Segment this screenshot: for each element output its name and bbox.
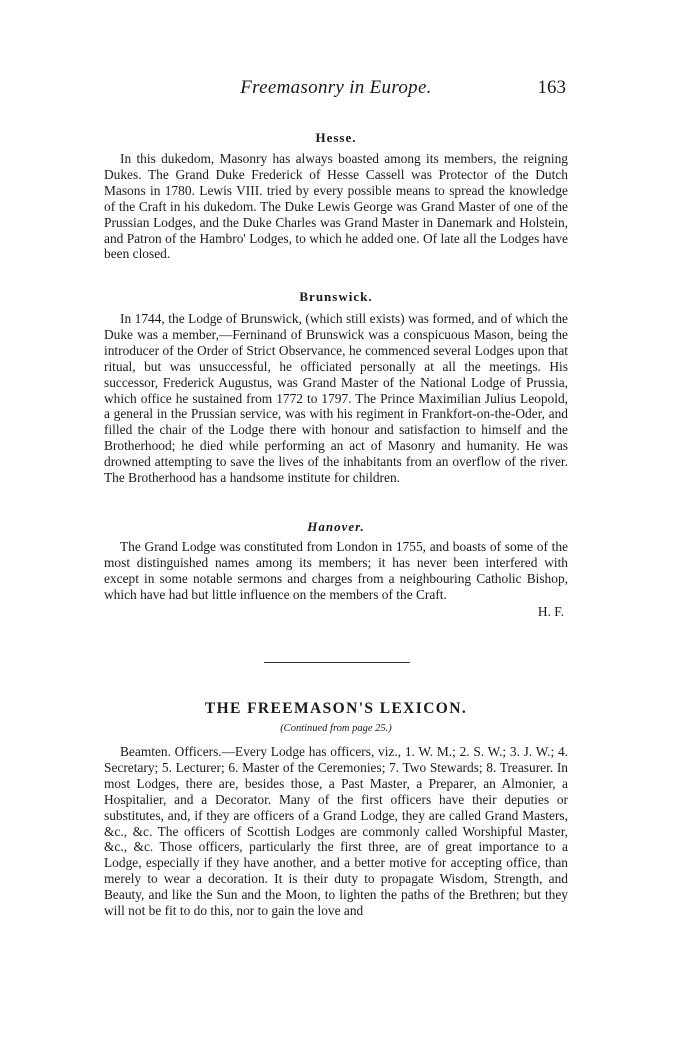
lexicon-subtitle: (Continued from page 25.)	[280, 723, 392, 734]
section-brunswick	[104, 289, 568, 486]
page-number: 163	[537, 77, 566, 98]
running-head-title: Freemasonry in Europe.	[240, 77, 432, 98]
section-heading-brunswick: Brunswick.	[299, 289, 373, 304]
section-heading-hanover: Hanover.	[307, 519, 365, 534]
lexicon-title: THE FREEMASON'S LEXICON.	[204, 700, 468, 717]
paragraph-lexicon: Beamten. Officers.—Every Lodge has officers, viz., 1. W. M.; 2. S. W.; 3. J. W.; 4. Secretary; 5. Lecturer; 6. Master of the Ceremonies; 7. Two Stewards; 8. Treasurer. In most Lodges, there are, besides those, a Past Master, a Preparer, an Almonier, a Hospitalier, and a Decorator. Many of the first officers have their deputies or substitutes, and, if they are officers of a Grand Lodge, they are called Grand Masters, &c., &c. The officers of Scottish Lodges are commonly called Worshipful Master, &c., &c. Those officers, particularly the first three, are of great importance to a Lodge, especially if they have another, and a better motive for accepting office, than merely to wear a decoration. It is their duty to propagate Wisdom, Strength, and Beauty, and like the Sun and the Moon, to lighten the paths of the Brethren; but they will not be fit to do this, nor to gain the love and	[104, 744, 568, 919]
paragraph-hanover: The Grand Lodge was constituted from London in 1755, and boasts of some of the most distinguished names among its members; it has never been interfered with except in some notable sermons and charges from a neighbouring Catholic Bishop, which have had but little influence on the members of the Craft.	[104, 539, 568, 602]
section-hanover	[104, 519, 568, 620]
section-heading-hesse: Hesse.	[315, 130, 357, 145]
signature: H. F.	[537, 603, 564, 619]
paragraph-brunswick: In 1744, the Lodge of Brunswick, (which still exists) was formed, and of which the Duke was a member,—Ferninand of Brunswick was a conspicuous Mason, being the introducer of the Order of Strict Observance, he commenced several Lodges upon that ritual, but was unsuccessful, he officiated personally at all the meetings. His successor, Frederick Augustus, was Grand Master of the National Lodge of Prussia, which office he sustained from 1772 to 1797. The Prince Maximilian Julius Leopold, a general in the Prussian service, was with his regiment in Frankfort-on-the-Oder, and filled the chair of the Lodge there with honour and satisfaction to himself and the Brotherhood; he died while performing an act of Masonry and humanity. He was drowned attempting to save the lives of the inhabitants from an overflow of the river. The Brotherhood has a handsome institute for children.	[104, 311, 568, 486]
paragraph-hesse: In this dukedom, Masonry has always boasted among its members, the reigning Dukes. The Grand Duke Frederick of Hesse Cassell was Protector of the Dutch Masons in 1780. Lewis VIII. tried by every possible means to spread the knowledge of the Craft in his dukedom. The Duke Lewis George was Grand Master of one of the Prussian Lodges, and the Duke Charles was Grand Master in Danemark and Holstein, and Patron of the Hambro' Lodges, to which he added one. Of late all the Lodges have been closed.	[104, 151, 568, 262]
running-head	[104, 77, 568, 103]
section-lexicon	[104, 700, 568, 919]
section-divider-rule	[264, 662, 410, 663]
section-hesse	[104, 130, 568, 262]
